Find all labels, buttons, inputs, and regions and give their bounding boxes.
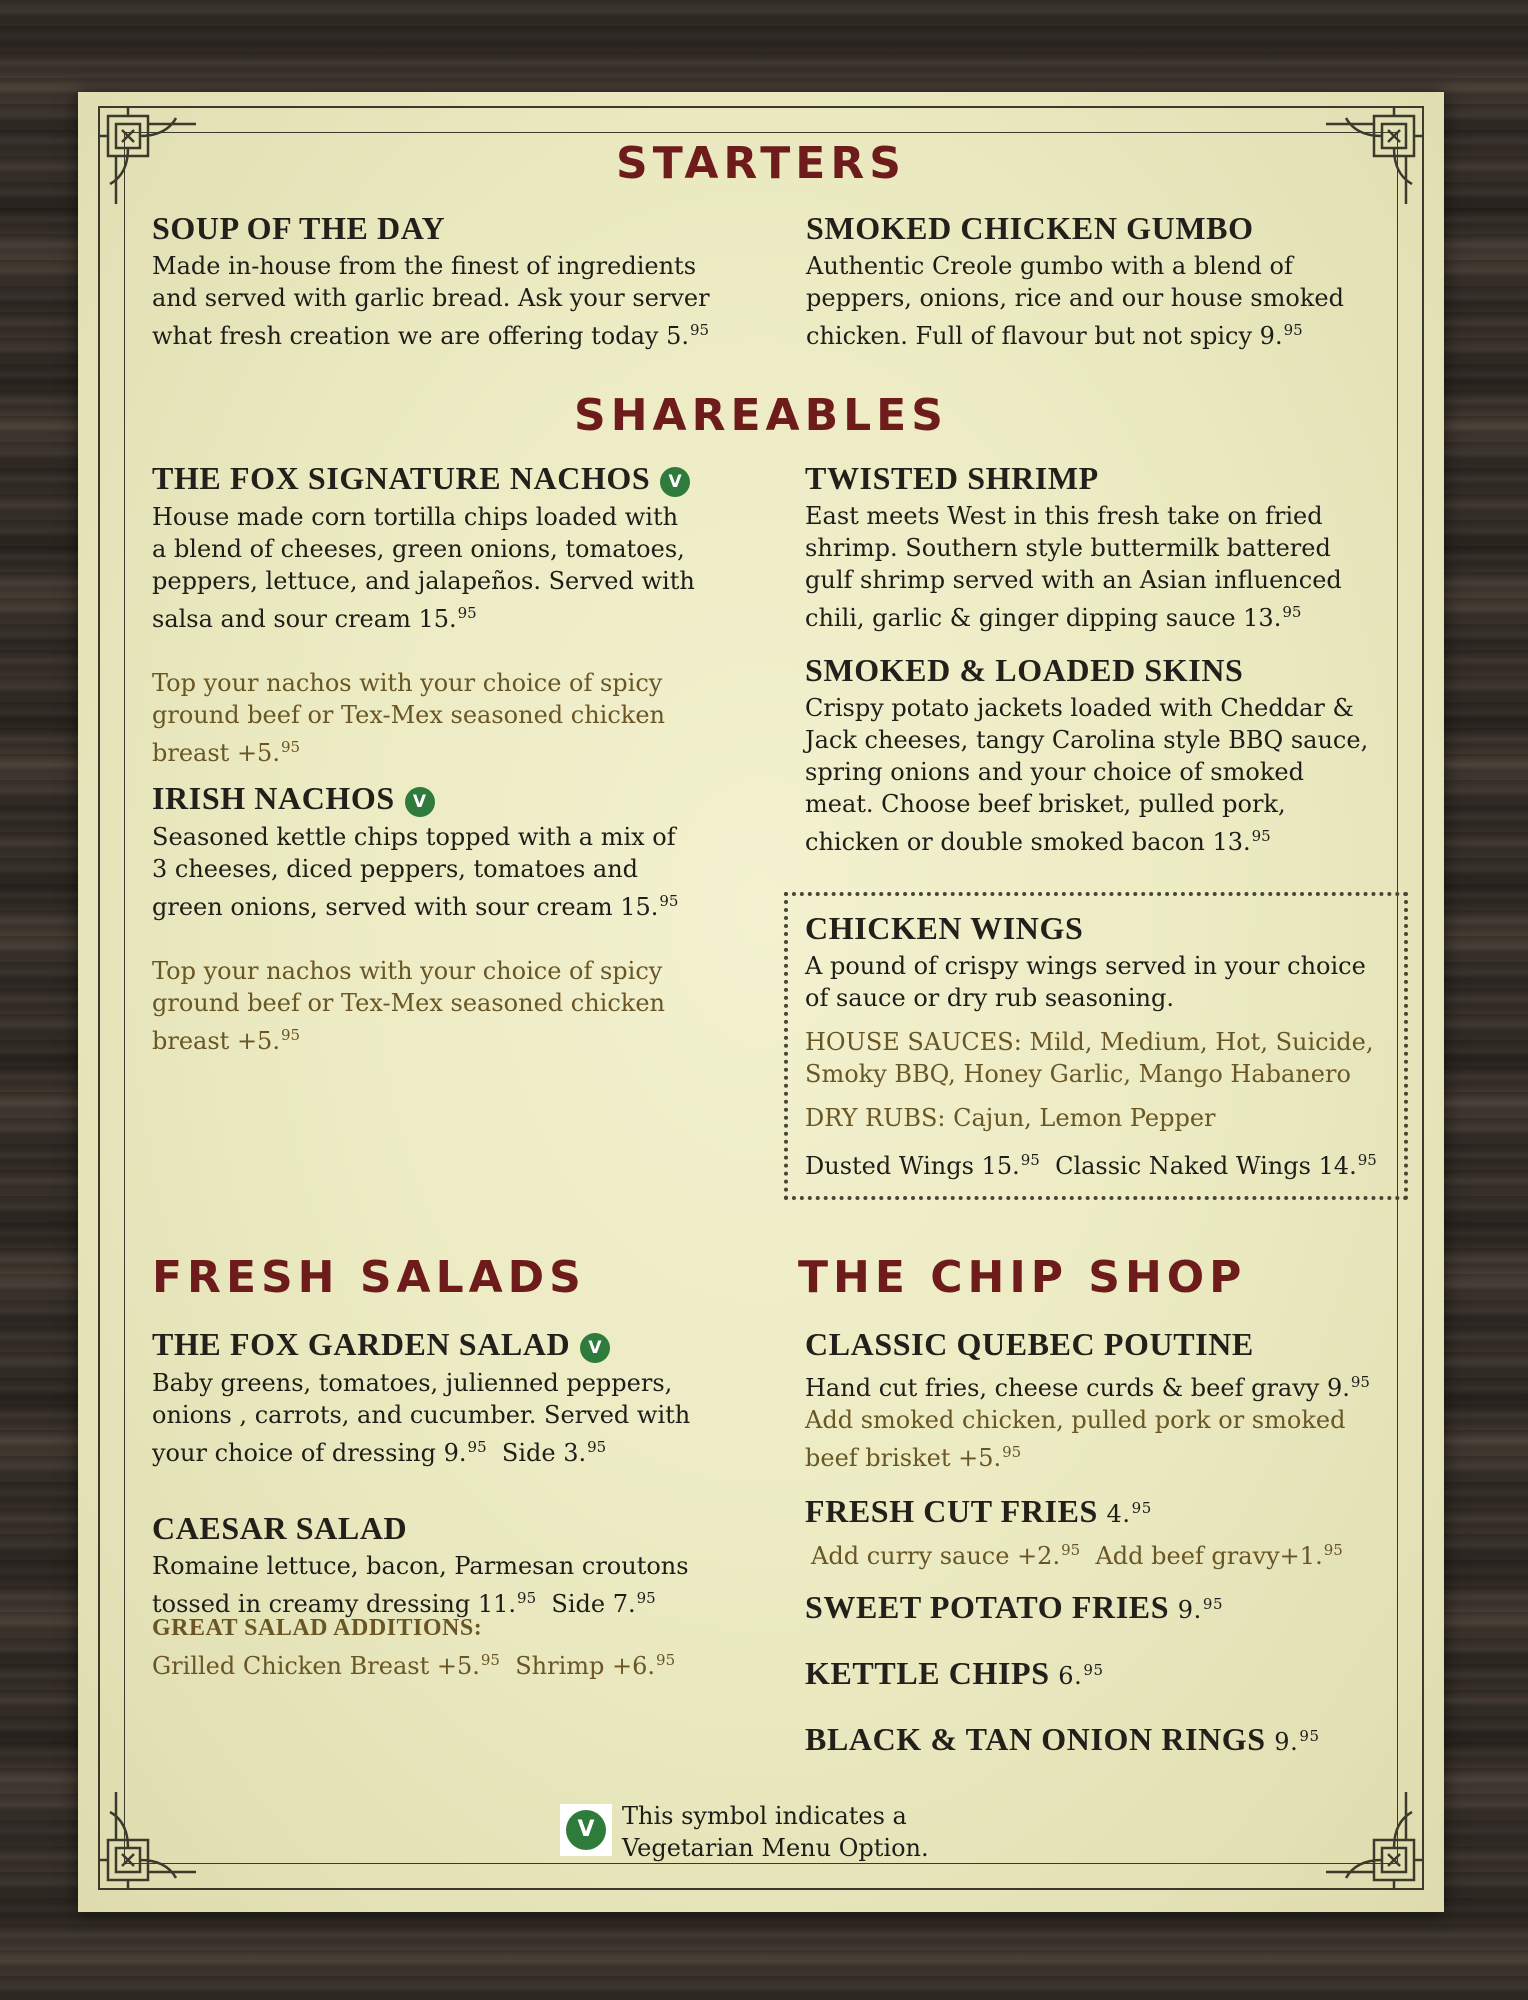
- vegetarian-icon: V: [580, 1333, 610, 1363]
- item-add-on: Add smoked chicken, pulled pork or smoked beef brisket +5.95: [805, 1406, 1346, 1472]
- item-name: SMOKED & LOADED SKINS: [805, 652, 1244, 688]
- legend-text: This symbol indicates a Vegetarian Menu Option.: [622, 1802, 929, 1862]
- menu-page: [78, 92, 1444, 1912]
- salad-additions-title: GREAT SALAD ADDITIONS:: [152, 1615, 483, 1641]
- section-title-fresh-salads: FRESH SALADS: [152, 1252, 586, 1303]
- item-description: Romaine lettuce, bacon, Parmesan croutons tossed in creamy dressing 11.95 Side 7.95: [152, 1552, 689, 1618]
- item-name: CAESAR SALAD: [152, 1510, 408, 1546]
- item-name: THE FOX SIGNATURE NACHOS: [152, 460, 651, 496]
- section-title-chip-shop: THE CHIP SHOP: [798, 1252, 1247, 1303]
- menu-item-garden-salad: [152, 1326, 690, 1469]
- section-title-shareables: SHAREABLES: [574, 390, 948, 441]
- item-add-on: Top your nachos with your choice of spicy ground beef or Tex-Mex seasoned chicken breast +5.95: [152, 669, 665, 767]
- item-name: CLASSIC QUEBEC POUTINE: [805, 1326, 1254, 1362]
- menu-item-loaded-skins: [805, 652, 1368, 858]
- menu-item-poutine: [805, 1326, 1370, 1474]
- salad-additions-list: Grilled Chicken Breast +5.95 Shrimp +6.95: [152, 1651, 676, 1680]
- vegetarian-icon: V: [405, 787, 435, 817]
- menu-item-chicken-wings: [805, 910, 1377, 1182]
- celtic-knot-corner-icon: [96, 1782, 206, 1892]
- menu-item-fresh-cut-fries: [805, 1492, 1343, 1572]
- item-name: BLACK & TAN ONION RINGS: [805, 1721, 1266, 1757]
- item-description: House made corn tortilla chips loaded with a blend of cheeses, green onions, tomatoes, peppers, lettuce, and jalapeños. Served with salsa and sour cream 15.95: [152, 503, 695, 633]
- item-name: KETTLE CHIPS: [805, 1655, 1050, 1691]
- menu-item-onion-rings: [805, 1720, 1320, 1762]
- item-description: Made in-house from the finest of ingredients and served with garlic bread. Ask your server what fresh creation we are offering today 5.95: [152, 252, 710, 350]
- wings-prices: Dusted Wings 15.95 Classic Naked Wings 14.95: [805, 1151, 1377, 1180]
- item-description: East meets West in this fresh take on fried shrimp. Southern style buttermilk battered gulf shrimp served with an Asian influenced chili, garlic & ginger dipping sauce 13.95: [805, 502, 1342, 632]
- item-price: 6.95: [1058, 1661, 1104, 1690]
- vegetarian-icon: V: [660, 467, 690, 497]
- item-name: SOUP OF THE DAY: [152, 210, 446, 246]
- menu-item-gumbo: [806, 210, 1344, 352]
- wings-house-sauces: HOUSE SAUCES: Mild, Medium, Hot, Suicide, Smoky BBQ, Honey Garlic, Mango Habanero: [805, 1028, 1374, 1088]
- item-price: 9.95: [1274, 1727, 1320, 1756]
- vegetarian-icon: V: [566, 1810, 606, 1850]
- menu-item-irish-nachos: [152, 780, 678, 1057]
- item-add-on: Add curry sauce +2.95 Add beef gravy+1.95: [811, 1541, 1343, 1570]
- item-name: IRISH NACHOS: [152, 780, 395, 816]
- item-add-on: Top your nachos with your choice of spicy ground beef or Tex-Mex seasoned chicken breast +5.95: [152, 957, 665, 1055]
- item-name: THE FOX GARDEN SALAD: [152, 1326, 571, 1362]
- wings-dry-rubs: DRY RUBS: Cajun, Lemon Pepper: [805, 1104, 1216, 1132]
- item-name: SWEET POTATO FRIES: [805, 1589, 1170, 1625]
- item-name: CHICKEN WINGS: [805, 910, 1084, 946]
- item-price: 4.95: [1106, 1499, 1152, 1528]
- item-description: Authentic Creole gumbo with a blend of peppers, onions, rice and our house smoked chicken. Full of flavour but not spicy 9.95: [806, 252, 1344, 350]
- menu-item-kettle-chips: [805, 1654, 1104, 1696]
- item-name: FRESH CUT FRIES: [805, 1493, 1098, 1529]
- salad-additions: [152, 1612, 675, 1682]
- item-description: Crispy potato jackets loaded with Cheddar & Jack cheeses, tangy Carolina style BBQ sauce, spring onions and your choice of smoked meat. Choose beef brisket, pulled pork, chicken or double smoked bacon 13.95: [805, 694, 1369, 856]
- item-name: TWISTED SHRIMP: [805, 460, 1099, 496]
- menu-item-twisted-shrimp: [805, 460, 1342, 634]
- menu-item-sweet-potato-fries: [805, 1588, 1223, 1630]
- item-description: Baby greens, tomatoes, julienned peppers, onions , carrots, and cucumber. Served with your choice of dressing 9.95 Side 3.95: [152, 1369, 691, 1467]
- celtic-knot-corner-icon: [1316, 1782, 1426, 1892]
- item-name: SMOKED CHICKEN GUMBO: [806, 210, 1254, 246]
- item-price: 9.95: [1177, 1595, 1224, 1624]
- menu-item-soup: [152, 210, 710, 352]
- section-title-starters: STARTERS: [616, 138, 906, 189]
- item-description: Hand cut fries, cheese curds & beef gravy 9.95: [805, 1373, 1370, 1402]
- menu-item-fox-nachos: [152, 460, 695, 769]
- menu-item-caesar-salad: [152, 1510, 689, 1620]
- item-description: Seasoned kettle chips topped with a mix of 3 cheeses, diced peppers, tomatoes and green onions, served with sour cream 15.95: [152, 823, 679, 921]
- item-description: A pound of crispy wings served in your choice of sauce or dry rub seasoning.: [805, 952, 1366, 1012]
